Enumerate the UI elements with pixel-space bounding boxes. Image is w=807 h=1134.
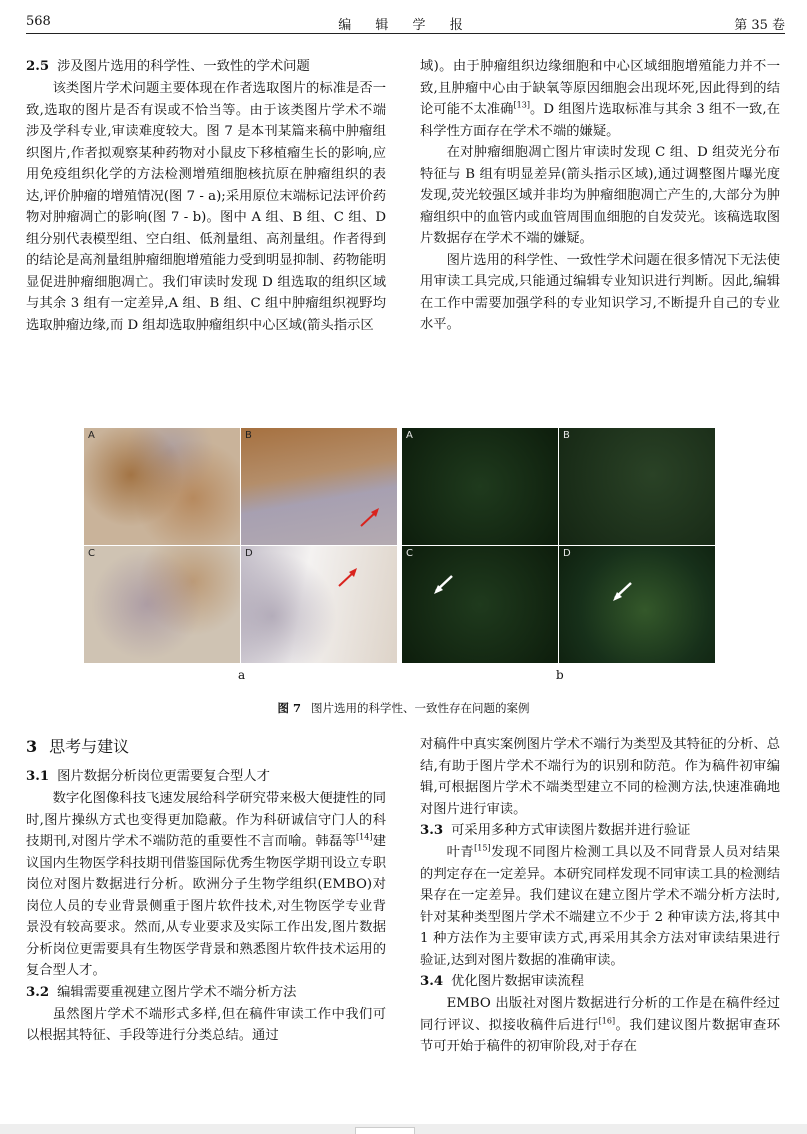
figure-caption: 图 7 图片选用的科学性、一致性存在问题的案例 (277, 701, 530, 715)
column-top-right (420, 56, 780, 336)
figure-a-panel-d: D (241, 546, 397, 663)
figure-sub-label-a: a (238, 668, 246, 682)
running-header (26, 14, 785, 34)
section-2-5-paragraph-2: 在对肿瘤细胞凋亡图片审读时发现 C 组、D 组荧光分布特征与 B 组有明显差异(箭头指示区域),通过调整图片曝光度发现,荧光较强区域并非均为肿瘤细胞凋亡产生的,大部分为肿瘤组织中的血管内或血管周围血细胞的自发荧光。该稿选取图片数据存在学术不端的嫌疑。 (420, 145, 780, 246)
viewer-page-tab[interactable] (355, 1127, 415, 1134)
figure-sub-label-b: b (556, 668, 564, 682)
section-2-5-paragraph-3: 图片选用的科学性、一致性学术问题在很多情况下无法使用审读工具完成,只能通过编辑专业知识进行判断。因此,编辑在工作中需要加强学科的专业知识学习,不断提升自己的专业水平。 (420, 252, 780, 332)
column-bottom-left (26, 734, 386, 1047)
section-2-5-paragraph-1-continued: 域)。由于肿瘤组织边缘细胞和中心区域细胞增殖能力并不一致,且肿瘤中心由于缺氧等原因细胞会出现坏死,因此得到的结论可能不太准确[13]。D 组图片选取标准与其余 3 组不一致,在科学性方面存在学术不端的嫌疑。 (420, 59, 781, 139)
section-3-1-paragraph: 数字化图像科技飞速发展给科学研究带来极大便捷性的同时,图片操纵方式也变得更加隐蔽。作为科研诚信守门人的科技期刊,对图片学术不端防范的重要性不言而喻。韩磊等[14]建议国内生物医学科技期刊借鉴国际优秀生物医学期刊设立专职岗位对图片数据进行分析。欧洲分子生物学组织(EMBO)对岗位人员的专业背景侧重于图片软件技术,对生物医学专业背景没有较高要求。然而,从专业要求及实际工作出发,图片数据分析岗位更需要具有生物医学背景和熟悉图片软件技术运用的复合型人才。 (26, 791, 387, 978)
column-top-left (26, 56, 386, 336)
figure-b-panel-d: D (559, 546, 715, 663)
section-3-4-heading: 3.4 优化图片数据审读流程 (420, 974, 585, 989)
figure-b-panel-c: C (402, 546, 558, 663)
figure-a-panel-c: C (84, 546, 240, 663)
section-3-4-paragraph: EMBO 出版社对图片数据进行分析的工作是在稿件经过同行评议、拟接收稿件后进行[16]。我们建议图片数据审查环节可开始于稿件的初审阶段,对于存在 (420, 996, 781, 1054)
figure-b-panel-b: B (559, 428, 715, 545)
section-3-2-heading: 3.2 编辑需要重视建立图片学术不端分析方法 (26, 984, 297, 1000)
citation-16: [16] (598, 1016, 616, 1026)
arrow-icon (432, 574, 454, 596)
arrow-icon (337, 566, 359, 588)
section-3-2-paragraph-continued: 对稿件中真实案例图片学术不端行为类型及其特征的分析、总结,有助于图片学术不端行为的识别和防范。作为稿件初审编辑,可根据图片学术不端类型建立不同的检测方法,快速准确地对图片进行审读。 (420, 737, 780, 817)
section-3-1-heading: 3.1 图片数据分析岗位更需要复合型人才 (26, 769, 270, 784)
figure-a-panel-a: A (84, 428, 240, 545)
journal-title: 编 辑 学 报 (338, 18, 473, 33)
arrow-icon (611, 581, 633, 603)
figure-b-panel-a: A (402, 428, 558, 545)
section-3-3-paragraph: 叶青[15]发现不同图片检测工具以及不同背景人员对结果的判定存在一定差异。本研究同样发现不同审读工具的检测结果存在一定差异。我们建议在建立图片学术不端分析方法时,针对某种类型图片学术不端建立不少于 2 种审读方法,将其中 1 种方法作为主要审读方式,再采用其余方法对审读结果进行验证,达到对图片数据的准确审读。 (420, 843, 781, 968)
section-3-heading: 3 思考与建议 (26, 737, 130, 756)
citation-14: [14] (356, 832, 373, 842)
section-3-2-paragraph: 虽然图片学术不端形式多样,但在稿件审读工作中我们可以根据其特征、手段等进行分类总结。通过 (26, 1006, 386, 1043)
citation-13: [13] (513, 100, 530, 110)
column-bottom-right (420, 734, 780, 1058)
section-2-5-paragraph-1: 该类图片学术问题主要体现在作者选取图片的标准是否一致,选取的图片是否有误或不恰当等。由于该类图片学术不端涉及学科专业,审读难度较大。图 7 是本刊某篇来稿中肿瘤组织图片,作者拟观察某种药物对小鼠皮下移植瘤生长的影响,应用免疫组织化学的方法检测增殖细胞核抗原在肿瘤组织的表达,评价肿瘤的增殖情况(图 7 - a);采用原位末端标记法评价药物对肿瘤凋亡的影响(图 7 - b)。图中 A 组、B 组、C 组、D 组分别代表模型组、空白组、低剂量组、高剂量组。作者得到的结论是高剂量组肿瘤细胞增殖能力受到明显抑制、药物能明显促进肿瘤细胞凋亡。我们审读时发现 D 组选取的组织区域与其余 3 组有一定差异,A 组、B 组、C 组中肿瘤组织视野均选取肿瘤边缘,而 D 组却选取肿瘤组织中心区域(箭头指示区 (26, 81, 386, 333)
volume-label: 第 35 卷 (734, 18, 785, 33)
section-2-5-heading: 2.5 涉及图片选用的科学性、一致性的学术问题 (26, 59, 310, 74)
citation-15: [15] (474, 843, 491, 853)
figure-7 (84, 428, 724, 682)
arrow-icon (359, 506, 381, 528)
figure-a-panel-b: B (241, 428, 397, 545)
section-3-3-heading: 3.3 可采用多种方式审读图片数据并进行验证 (420, 823, 691, 838)
page-number: 568 (26, 14, 51, 29)
